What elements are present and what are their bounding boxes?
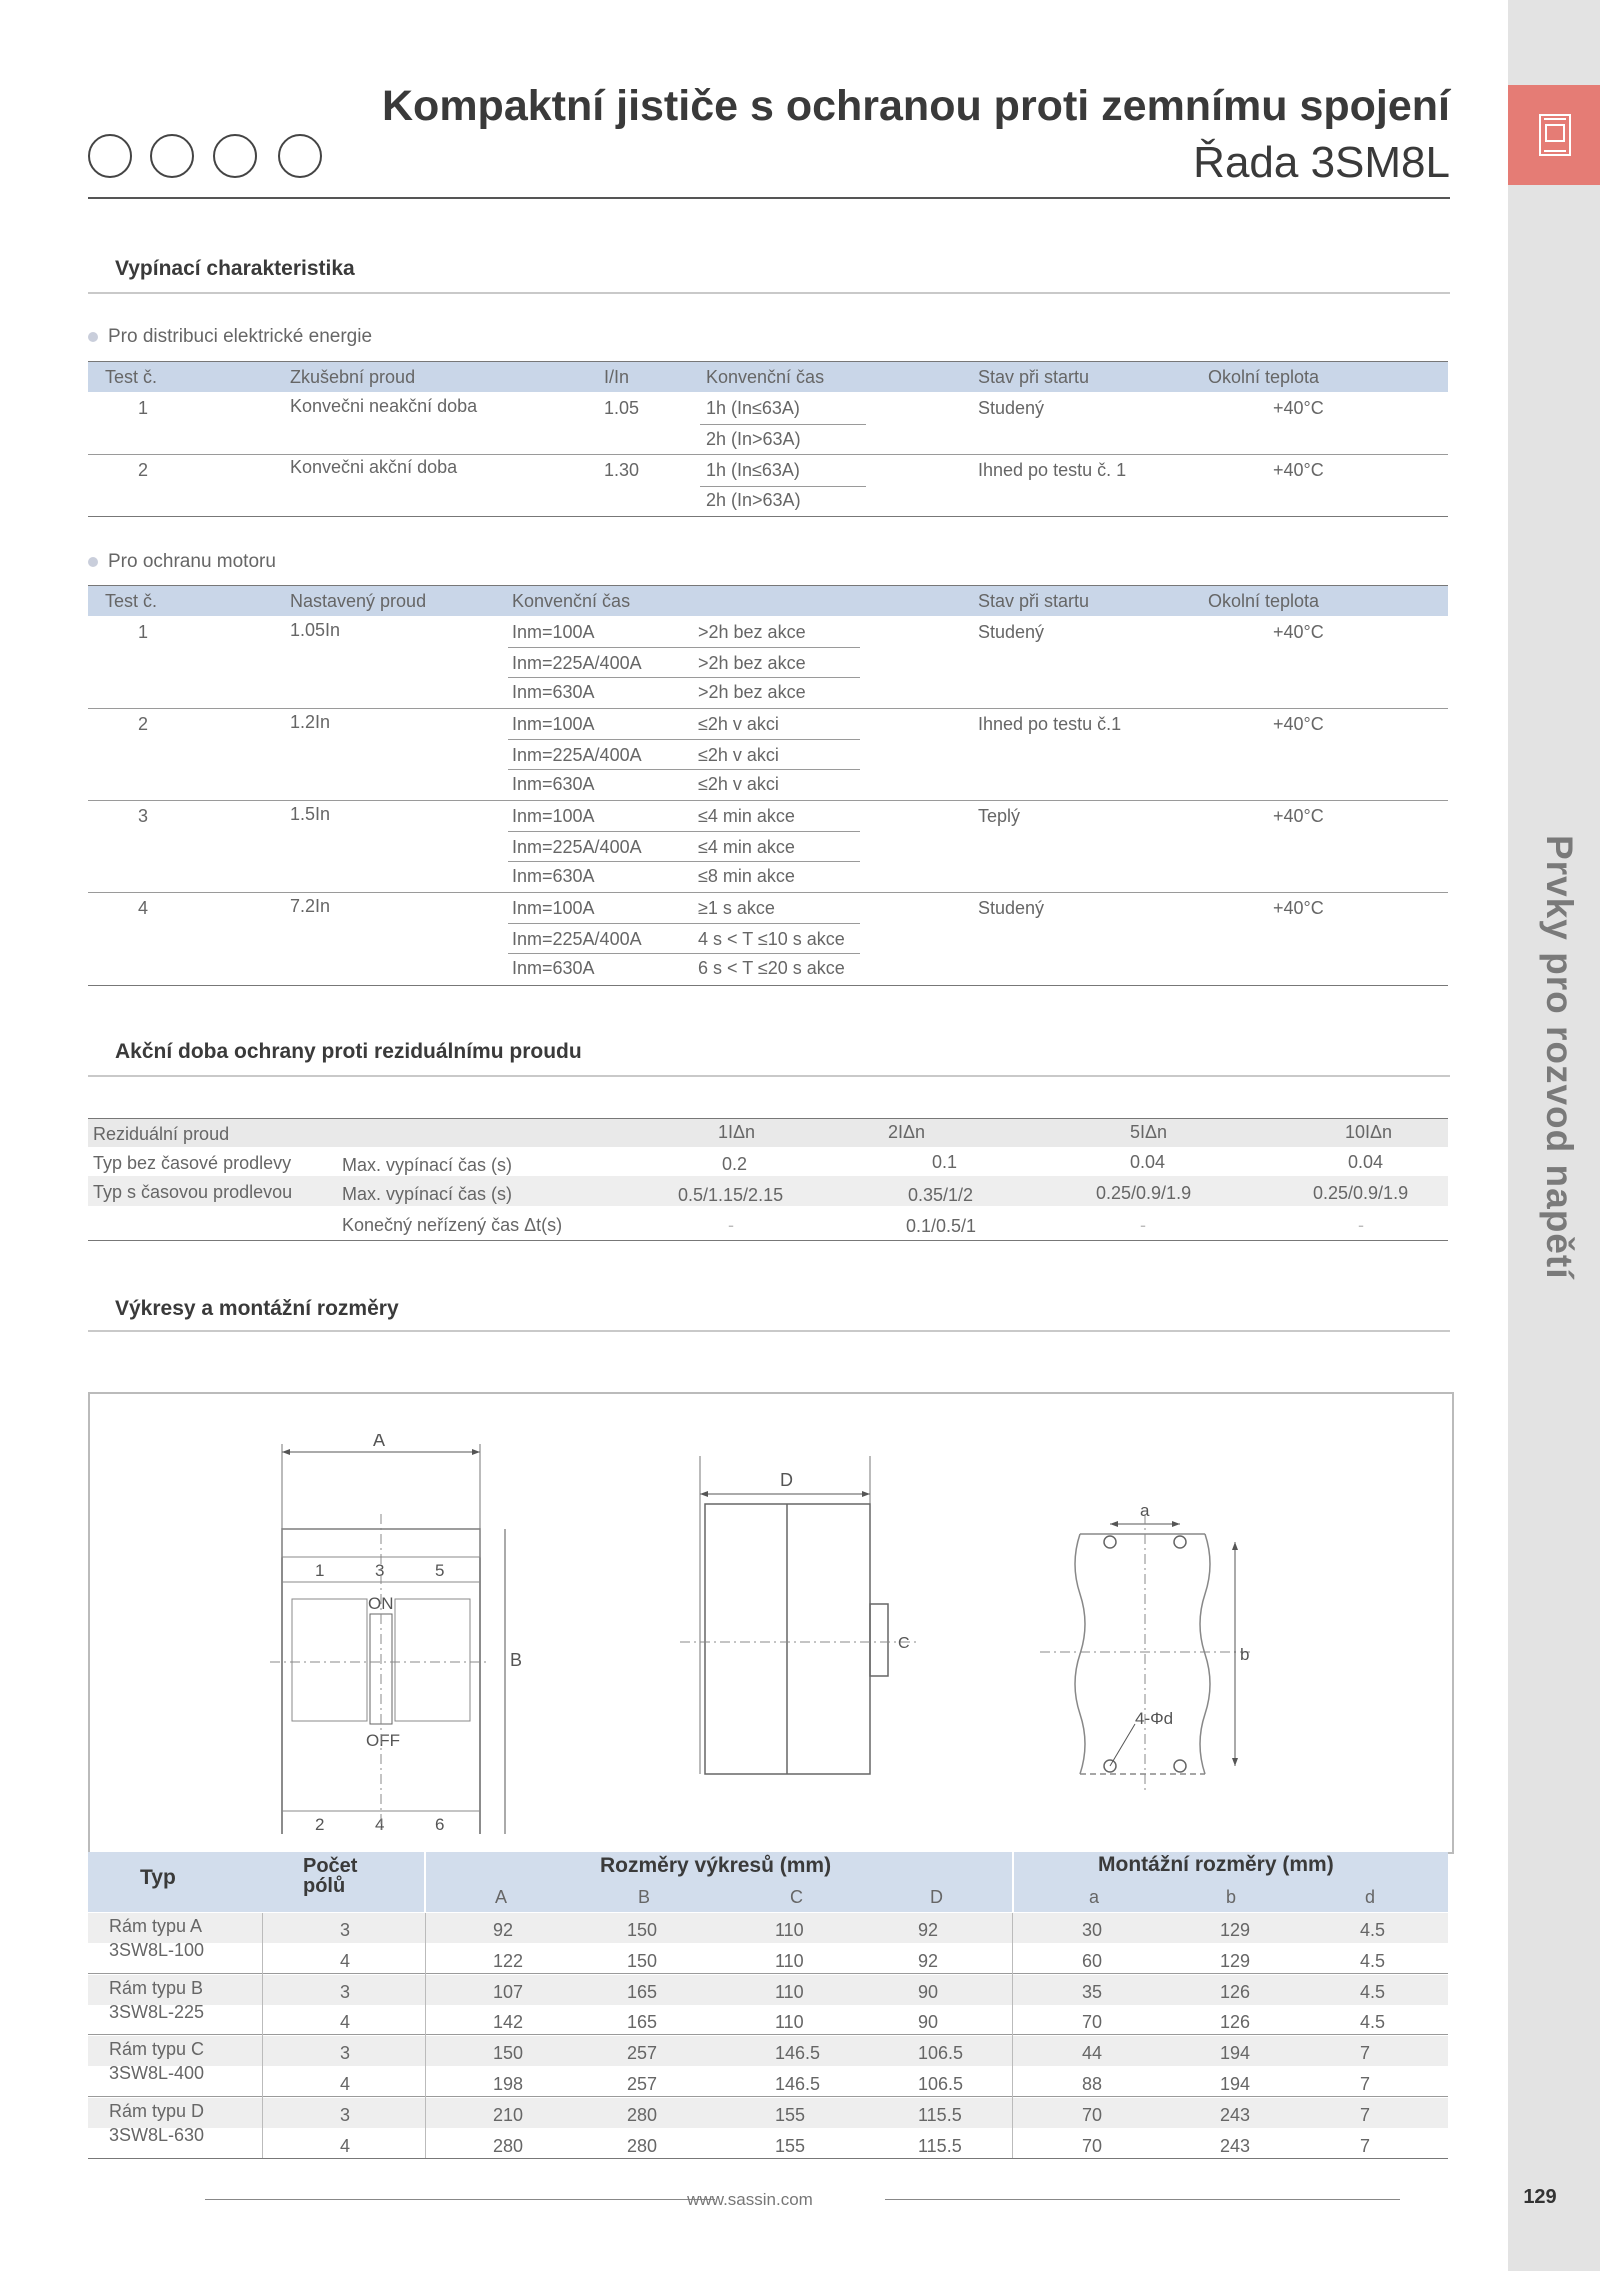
col-header: 5IΔn — [1130, 1122, 1168, 1142]
section-tab — [1508, 85, 1600, 185]
table-cell: 257 — [627, 2074, 658, 2094]
table-cell: 115.5 — [918, 2104, 962, 2125]
table-cell: Inm=100A — [512, 806, 595, 826]
table-cell: 1.05In — [290, 620, 341, 640]
table-cell: 0.1/0.5/1 — [906, 1216, 977, 1236]
frame-name: Rám typu C — [109, 2039, 205, 2060]
table-cell: 0.25/0.9/1.9 — [1313, 1183, 1409, 1203]
table-cell: 4.5 — [1360, 1950, 1386, 1971]
table-cell: 0.1 — [932, 1152, 958, 1172]
table-cell: 3 — [340, 2043, 351, 2064]
table-cell: 4 s < T ≤10 s akce — [698, 929, 845, 949]
dim-label-C: C — [898, 1635, 910, 1652]
table-cell: Max. vypínací čas (s) — [342, 1155, 513, 1175]
page-subtitle: Řada 3SM8L — [1193, 138, 1450, 187]
table-cell: 3 — [340, 1920, 351, 1940]
col-header: Zkušební proud — [290, 367, 416, 387]
table-cell: +40°C — [1273, 460, 1324, 480]
table-cell: Inm=225A/400A — [512, 745, 642, 765]
table-cell: 60 — [1082, 1950, 1103, 1971]
table-cell: 4.5 — [1360, 2012, 1386, 2033]
table-cell: 150 — [627, 1920, 658, 1940]
technical-drawing-frame — [88, 1392, 1454, 1854]
side-view-drawing — [680, 1434, 960, 1834]
table-cell: Studený — [978, 622, 1045, 642]
section-divider — [88, 1075, 1450, 1077]
table-cell: 35 — [1082, 1981, 1103, 2002]
table-cell: 2h (In>63A) — [706, 490, 801, 510]
table-cell: 1 — [138, 622, 149, 642]
table-cell: ≤2h v akci — [698, 714, 779, 734]
table-cell: 3 — [340, 2104, 351, 2125]
table-cell: 7 — [1360, 2135, 1371, 2156]
table-cell: >2h bez akce — [698, 622, 806, 642]
col-header-type: Typ — [140, 1866, 176, 1889]
table-cell: Ihned po testu č. 1 — [978, 460, 1127, 480]
col-header: 1IΔn — [718, 1122, 756, 1142]
table-cell: 1.05 — [604, 398, 640, 418]
table-cell: Typ s časovou prodlevou — [93, 1182, 293, 1202]
terminal-label: 3 — [375, 1561, 385, 1580]
table-cell: Inm=225A/400A — [512, 653, 642, 673]
table-cell: 92 — [918, 1950, 939, 1971]
col-header-poles: Počet pólů — [303, 1855, 358, 1897]
table-cell: 155 — [775, 2104, 806, 2125]
col-header: Test č. — [105, 367, 158, 387]
dim-label-B: B — [510, 1650, 523, 1670]
table-cell: Inm=630A — [512, 958, 595, 978]
table-cell: 1.30 — [604, 460, 640, 480]
table-cell: - — [728, 1215, 734, 1235]
table-cell: 44 — [1082, 2043, 1103, 2064]
frame-name: Rám typu A — [109, 1916, 203, 1936]
bullet-distribution: Pro distribuci elektrické energie — [88, 326, 372, 348]
table-cell: 88 — [1082, 2074, 1103, 2094]
dim-label-a: a — [1140, 1501, 1150, 1520]
on-label: ON — [368, 1594, 394, 1613]
table-cell: 280 — [493, 2135, 524, 2156]
table-cell: ≥1 s akce — [698, 898, 775, 918]
mounting-view-drawing — [1040, 1434, 1340, 1834]
table-cell: 90 — [918, 1981, 939, 2002]
table-cell: Teplý — [978, 806, 1021, 826]
table-cell: 4 — [138, 898, 149, 918]
table-cell: 194 — [1220, 2074, 1251, 2094]
table-cell: 280 — [627, 2135, 658, 2156]
table-cell: - — [1140, 1215, 1146, 1235]
table-cell: Inm=630A — [512, 866, 595, 886]
table-cell: 6 s < T ≤20 s akce — [698, 958, 845, 978]
table-cell: 129 — [1220, 1950, 1251, 1971]
col-header: Reziduální proud — [93, 1124, 230, 1144]
sub-header: a — [1089, 1887, 1100, 1907]
table-cell: Inm=100A — [512, 898, 595, 918]
table-cell: Max. vypínací čas (s) — [342, 1184, 513, 1204]
table-cell: 70 — [1082, 2104, 1103, 2125]
table-cell: >2h bez akce — [698, 653, 806, 673]
residential-icon — [88, 134, 132, 178]
title-divider — [88, 197, 1450, 199]
table-cell: 3 — [138, 806, 149, 826]
table-cell: 4.5 — [1360, 1981, 1386, 2002]
table-cell: 30 — [1082, 1920, 1103, 1940]
page-number: 129 — [1523, 2186, 1557, 2208]
table-cell: 0.2 — [722, 1154, 748, 1174]
sub-header: d — [1365, 1887, 1376, 1907]
terminal-label: 5 — [435, 1561, 445, 1580]
col-header-mount-dims: Montážní rozměry (mm) — [1098, 1853, 1334, 1876]
table-cell: 1.2In — [290, 712, 331, 732]
table-cell: 165 — [627, 2012, 658, 2033]
dim-label-D: D — [780, 1470, 793, 1490]
terminal-label: 1 — [315, 1561, 325, 1580]
table-cell: 0.25/0.9/1.9 — [1096, 1183, 1192, 1203]
table-cell: 90 — [918, 2012, 939, 2033]
col-header-drawing-dims: Rozměry výkresů (mm) — [600, 1854, 832, 1877]
section-heading-residual: Akční doba ochrany proti reziduálnímu proudu — [115, 1040, 582, 1063]
table-cell: 7 — [1360, 2074, 1371, 2094]
table-cell: 92 — [493, 1920, 514, 1940]
table-cell: 110 — [775, 1920, 804, 1940]
table-cell: Konvečni neakční doba — [290, 396, 478, 416]
table-cell: Ihned po testu č.1 — [978, 714, 1122, 734]
col-header: Konvenční čas — [706, 367, 825, 387]
table-cell: Inm=100A — [512, 622, 595, 642]
table-cell: ≤8 min akce — [698, 866, 795, 886]
table-cell: ≤4 min akce — [698, 806, 795, 826]
col-header: I/In — [604, 367, 630, 387]
table-cell: 146.5 — [775, 2043, 821, 2064]
breaker-icon — [1508, 85, 1600, 185]
table-cell: 92 — [918, 1920, 939, 1940]
off-label: OFF — [366, 1731, 400, 1750]
person-icon — [278, 134, 322, 178]
table-cell: 7.2In — [290, 896, 331, 916]
table-cell: Studený — [978, 898, 1045, 918]
table-cell: 150 — [627, 1950, 658, 1971]
building-icon — [150, 134, 194, 178]
table-cell: 1 — [138, 398, 149, 418]
table-cell: 1.5In — [290, 804, 331, 824]
table-cell: Inm=100A — [512, 714, 595, 734]
table-cell: 4 — [340, 1950, 351, 1971]
frame-model: 3SW8L-225 — [109, 2001, 205, 2022]
col-header: 10IΔn — [1345, 1122, 1393, 1142]
table-cell: 7 — [1360, 2104, 1371, 2125]
table-cell: 257 — [627, 2043, 658, 2064]
table-cell: 1h (In≤63A) — [706, 398, 800, 418]
table-cell: 0.35/1/2 — [908, 1185, 974, 1205]
section-divider — [88, 1330, 1450, 1332]
table-cell: 70 — [1082, 2135, 1103, 2156]
sub-header: C — [790, 1887, 803, 1907]
table-cell: Inm=630A — [512, 774, 595, 794]
frame-model: 3SW8L-100 — [109, 1940, 205, 1960]
table-cell: 110 — [775, 2012, 804, 2033]
table-cell: 107 — [493, 1981, 524, 2002]
col-header: Test č. — [105, 591, 158, 611]
sub-header: b — [1226, 1887, 1237, 1907]
table-cell: 7 — [1360, 2043, 1371, 2064]
terminal-label: 6 — [435, 1815, 445, 1834]
table-cell: 4.5 — [1360, 1920, 1386, 1940]
table-cell: +40°C — [1273, 806, 1324, 826]
table-cell: 70 — [1082, 2012, 1103, 2033]
col-header: Okolní teplota — [1208, 591, 1320, 611]
table-cell: ≤4 min akce — [698, 837, 795, 857]
bullet-motor: Pro ochranu motoru — [88, 551, 276, 573]
table-cell: Konvečni akční doba — [290, 457, 458, 477]
table-cell: 194 — [1220, 2043, 1251, 2064]
table-cell: 4 — [340, 2135, 351, 2156]
table-cell: 150 — [493, 2043, 524, 2064]
table-cell: 0.5/1.15/2.15 — [678, 1185, 784, 1205]
table-cell: 2 — [138, 460, 149, 480]
table-cell: 210 — [493, 2104, 524, 2125]
table-cell: Typ bez časové prodlevy — [93, 1153, 292, 1173]
factory-icon — [213, 134, 257, 178]
table-cell: 0.04 — [1130, 1152, 1166, 1172]
col-header: Stav při startu — [978, 591, 1090, 611]
sub-header: B — [638, 1887, 651, 1907]
table-cell: 280 — [627, 2104, 658, 2125]
sidebar-category-label: Prvky pro rozvod napětí — [1539, 835, 1580, 1280]
table-cell: Studený — [978, 398, 1045, 418]
table-cell: 129 — [1220, 1920, 1251, 1940]
front-view-drawing — [270, 1434, 650, 1834]
table-cell: 155 — [775, 2135, 806, 2156]
section-divider — [88, 292, 1450, 294]
table-cell: Inm=225A/400A — [512, 837, 642, 857]
table-cell: +40°C — [1273, 622, 1324, 642]
frame-name: Rám typu B — [109, 1977, 204, 1998]
table-cell: 106.5 — [918, 2074, 964, 2094]
table-cell: 146.5 — [775, 2074, 821, 2094]
frame-name: Rám typu D — [109, 2100, 205, 2121]
table-cell: 110 — [775, 1950, 804, 1971]
table-cell: 243 — [1220, 2135, 1251, 2156]
table-cell: >2h bez akce — [698, 682, 806, 702]
table-cell: 142 — [493, 2012, 524, 2033]
dim-label-A: A — [373, 1434, 386, 1450]
table-cell: 4 — [340, 2074, 351, 2094]
table-cell: ≤2h v akci — [698, 774, 779, 794]
col-header: Stav při startu — [978, 367, 1090, 387]
table-cell: Inm=225A/400A — [512, 929, 642, 949]
table-cell: +40°C — [1273, 398, 1324, 418]
table-cell: Inm=630A — [512, 682, 595, 702]
dim-label-b: b — [1240, 1645, 1250, 1664]
table-cell: 3 — [340, 1981, 351, 2002]
table-cell: 115.5 — [918, 2135, 962, 2156]
table-cell: 4 — [340, 2012, 351, 2033]
table-cell: 126 — [1220, 2012, 1251, 2033]
table-cell: 126 — [1220, 1981, 1251, 2002]
sub-header: A — [495, 1887, 508, 1907]
terminal-label: 4 — [375, 1815, 385, 1834]
table-cell: +40°C — [1273, 898, 1324, 918]
col-header: Konvenční čas — [512, 591, 631, 611]
table-cell: 165 — [627, 1981, 658, 2002]
table-cell: 1h (In≤63A) — [706, 460, 800, 480]
page-title: Kompaktní jističe s ochranou proti zemnímu spojení — [382, 82, 1450, 130]
dim-label-d: 4-Φd — [1135, 1709, 1174, 1728]
table-cell: 106.5 — [918, 2043, 964, 2064]
frame-model: 3SW8L-400 — [109, 2063, 205, 2084]
terminal-label: 2 — [315, 1815, 325, 1834]
section-heading-tripping: Vypínací charakteristika — [115, 257, 355, 280]
table-cell: 198 — [493, 2074, 524, 2094]
table-cell: ≤2h v akci — [698, 745, 779, 765]
table-cell: 0.04 — [1348, 1152, 1384, 1172]
table-cell: Konečný neřízený čas Δt(s) — [342, 1215, 563, 1235]
col-header: 2IΔn — [888, 1122, 926, 1142]
sub-header: D — [930, 1887, 943, 1907]
table-cell: 110 — [775, 1981, 804, 2002]
footer-url: www.sassin.com — [687, 2190, 813, 2209]
table-cell: 243 — [1220, 2104, 1251, 2125]
table-cell: +40°C — [1273, 714, 1324, 734]
section-heading-drawings: Výkresy a montážní rozměry — [115, 1297, 399, 1320]
table-cell: - — [1358, 1215, 1364, 1235]
col-header: Nastavený proud — [290, 591, 427, 611]
table-cell: 2h (In>63A) — [706, 429, 801, 449]
table-cell: 2 — [138, 714, 149, 734]
residual-header-band — [88, 1119, 1448, 1147]
table-cell: 122 — [493, 1950, 524, 1971]
col-header: Okolní teplota — [1208, 367, 1320, 387]
frame-model: 3SW8L-630 — [109, 2124, 205, 2145]
